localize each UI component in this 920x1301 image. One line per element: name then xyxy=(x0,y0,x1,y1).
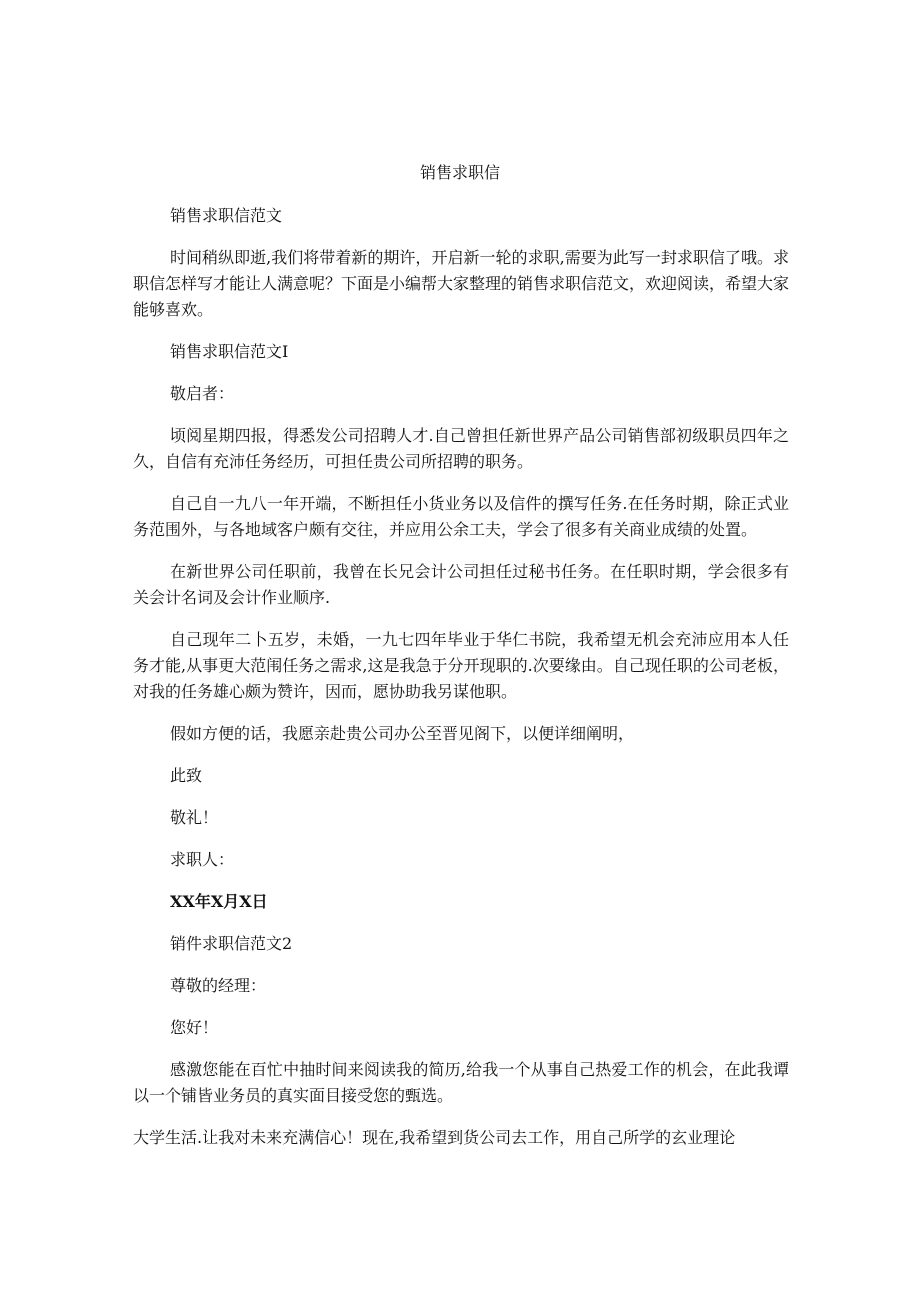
body-paragraph: 顷阅星期四报，得悉发公司招聘人才.自己曾担任新世界产品公司销售部初级职员四年之久，自信有充沛任务经历，可担任贵公司所招聘的职务。 xyxy=(133,426,789,471)
body-paragraph: 自己现年二卜五岁，未婚，一九七四年毕业于华仁书院，我希望无机会充沛应用本人任务才能,从事更大范闱任务之需求,这是我急于分开现职的.次要缘由。自己现任职的公司老板，对我的任务雄心颇为赞许，因而，愿协助我另谋他职。 xyxy=(133,630,789,701)
signature-label: 求职人： xyxy=(170,850,235,869)
section-heading: 销售求职信范文I xyxy=(170,342,289,361)
date-line: XX年X月X日 xyxy=(170,892,268,911)
salutation: 敬启者： xyxy=(170,384,235,403)
body-paragraph: 在新世界公司任职前，我曾在长兄会计公司担任过秘书任务。在任职时期，学会很多有关会计名词及会计作业顺序. xyxy=(133,562,789,607)
closing-line: 此致 xyxy=(170,766,203,785)
greeting: 您好！ xyxy=(170,1018,219,1037)
closing-line: 敬礼！ xyxy=(170,808,219,827)
section-heading: 销售求职信范文 xyxy=(170,206,283,225)
document-body xyxy=(133,203,789,1167)
body-paragraph: 感激您能在百忙中抽时间来阅读我的简历,给我一个从事自己热爱工作的机会，在此我谭以一个铺皆业务员的真实面目接受您的甄选。 xyxy=(133,1060,789,1105)
body-paragraph: 假如方便的话，我愿亲赴贵公司办公至晋见阁下，以便详细阐明， xyxy=(170,724,635,743)
section-heading: 销件求职信范文2 xyxy=(170,934,293,953)
body-paragraph: 自己自一九八一年开端，不断担任小货业务以及信件的撰写任务.在任务时期，除正式业务范围外，与各地域客户颇有交往，并应用公余工夫，学会了很多有关商业成绩的处置。 xyxy=(133,494,789,539)
salutation: 尊敬的经理： xyxy=(170,976,267,995)
intro-paragraph: 时间稍纵即逝,我们将带着新的期许，开启新一轮的求职,需要为此写一封求职信了哦。求职信怎样写才能让人满意呢？下面是小编帮大家整理的销售求职信范文，欢迎阅读，希望大家能够喜欢。 xyxy=(133,248,790,319)
body-paragraph: 大学生活.让我对未来充满信心！现在,我希望到货公司去工作，用自己所学的玄业理论 xyxy=(133,1128,736,1147)
document-title: 销售求职信 xyxy=(419,163,500,182)
